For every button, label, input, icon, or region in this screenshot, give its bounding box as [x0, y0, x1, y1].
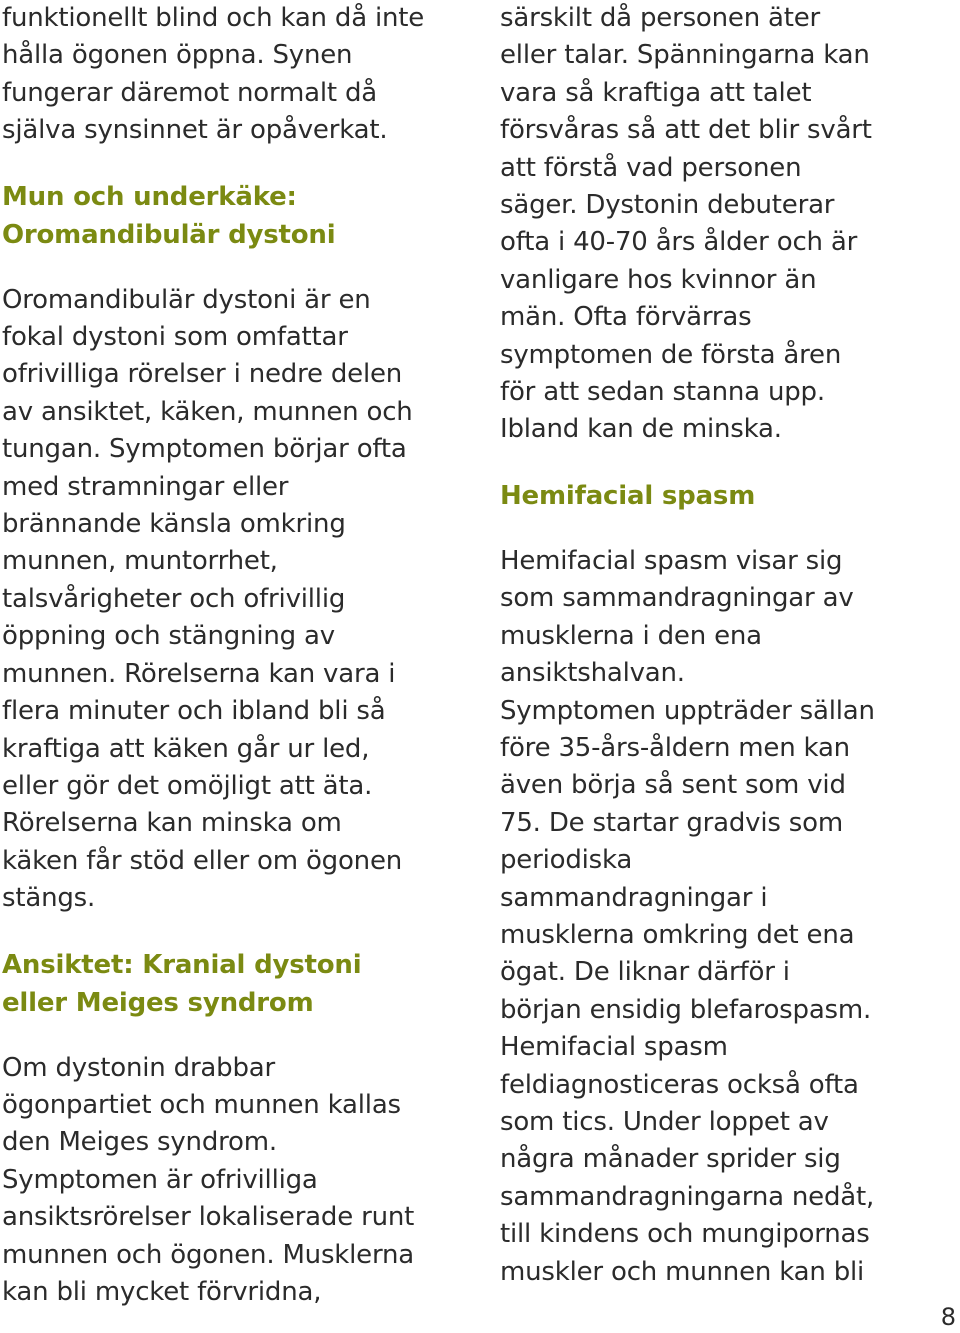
left-column: [2, 0, 472, 1311]
text-line: symptomen de första åren: [500, 339, 842, 370]
text-line: början ensidig blefarospasm.: [500, 994, 872, 1025]
text-line: Hemifacial spasm: [500, 480, 756, 511]
text-line: vanligare hos kvinnor än: [500, 264, 817, 295]
text-line: käken får stöd eller om ögonen: [2, 845, 403, 876]
text-line: som sammandragningar av: [500, 583, 854, 614]
text-line: eller Meiges syndrom: [2, 987, 314, 1018]
text-line: Symptomen är ofrivilliga: [2, 1164, 318, 1195]
continuation-paragraph: [500, 0, 940, 449]
paragraph-oromandibular: [2, 282, 472, 918]
text-line: även börja så sent som vid: [500, 770, 846, 801]
text-line: Oromandibulär dystoni är en: [2, 284, 371, 315]
text-line: feldiagnosticeras också ofta: [500, 1069, 859, 1100]
text-line: vara så kraftiga att talet: [500, 77, 812, 108]
text-line: Hemifacial spasm: [500, 1032, 728, 1063]
right-column: [500, 0, 940, 1291]
text-line: som tics. Under loppet av: [500, 1106, 829, 1137]
text-line: fungerar däremot normalt då: [2, 77, 378, 108]
text-line: sammandragningarna nedåt,: [500, 1181, 875, 1212]
heading-hemifacial-spasm: [500, 477, 940, 515]
text-line: muskler och munnen kan bli: [500, 1256, 865, 1287]
text-line: några månader sprider sig: [500, 1144, 841, 1175]
text-line: eller talar. Spänningarna kan: [500, 40, 870, 71]
text-line: den Meiges syndrom.: [2, 1127, 277, 1158]
text-line: 75. De startar gradvis som: [500, 807, 843, 838]
text-line: ansiktsrörelser lokaliserade runt: [2, 1202, 415, 1233]
text-line: ögonpartiet och munnen kallas: [2, 1089, 401, 1120]
text-line: flera minuter och ibland bli så: [2, 696, 386, 727]
text-line: Oromandibulär dystoni: [2, 219, 336, 250]
text-line: själva synsinnet är opåverkat.: [2, 115, 388, 146]
text-line: Symptomen uppträder sällan: [500, 695, 875, 726]
text-line: funktionellt blind och kan då inte: [2, 3, 425, 33]
text-line: eller gör det omöjligt att äta.: [2, 770, 373, 801]
text-line: före 35-års-åldern men kan: [500, 732, 850, 763]
text-line: munnen, muntorrhet,: [2, 546, 278, 577]
paragraph-hemifacial: [500, 543, 940, 1291]
heading-kranial-dystoni: [2, 946, 472, 1022]
text-line: ansiktshalvan.: [500, 658, 685, 689]
text-line: av ansiktet, käken, munnen och: [2, 396, 413, 427]
text-line: Ibland kan de minska.: [500, 414, 782, 445]
text-line: med stramningar eller: [2, 471, 289, 502]
text-line: sammandragningar i: [500, 882, 768, 913]
text-line: stängs.: [2, 883, 96, 914]
text-line: musklerna omkring det ena: [500, 919, 855, 950]
text-line: ofrivilliga rörelser i nedre delen: [2, 359, 403, 390]
heading-oromandibular: [2, 178, 472, 254]
intro-paragraph: [2, 0, 472, 150]
text-line: kraftiga att käken går ur led,: [2, 733, 370, 764]
text-line: munnen och ögonen. Musklerna: [2, 1239, 415, 1270]
text-line: säger. Dystonin debuterar: [500, 190, 835, 221]
text-line: försvåras så att det blir svårt: [500, 115, 872, 146]
text-line: kan bli mycket förvridna,: [2, 1276, 322, 1307]
text-line: för att sedan stanna upp.: [500, 377, 825, 408]
text-line: hålla ögonen öppna. Synen: [2, 40, 353, 71]
text-line: Hemifacial spasm visar sig: [500, 545, 843, 576]
text-line: fokal dystoni som omfattar: [2, 322, 348, 353]
text-line: män. Ofta förvärras: [500, 302, 752, 333]
text-line: talsvårigheter och ofrivillig: [2, 583, 346, 614]
text-line: öppning och stängning av: [2, 621, 335, 652]
text-line: ofta i 40-70 års ålder och är: [500, 227, 858, 258]
text-line: periodiska: [500, 845, 633, 876]
text-line: munnen. Rörelserna kan vara i: [2, 658, 396, 689]
text-line: Ansiktet: Kranial dystoni: [2, 949, 362, 980]
text-line: Mun och underkäke:: [2, 181, 297, 212]
paragraph-meiges: [2, 1050, 472, 1312]
text-line: brännande känsla omkring: [2, 509, 346, 540]
text-line: Rörelserna kan minska om: [2, 808, 342, 839]
text-line: att förstå vad personen: [500, 152, 802, 183]
text-line: Om dystonin drabbar: [2, 1052, 275, 1083]
text-line: ögat. De liknar därför i: [500, 957, 790, 988]
text-line: musklerna i den ena: [500, 620, 762, 651]
text-line: till kindens och mungipornas: [500, 1219, 870, 1250]
text-line: tungan. Symptomen börjar ofta: [2, 434, 407, 465]
page-number: 8: [940, 1303, 956, 1331]
text-line: särskilt då personen äter: [500, 3, 821, 33]
